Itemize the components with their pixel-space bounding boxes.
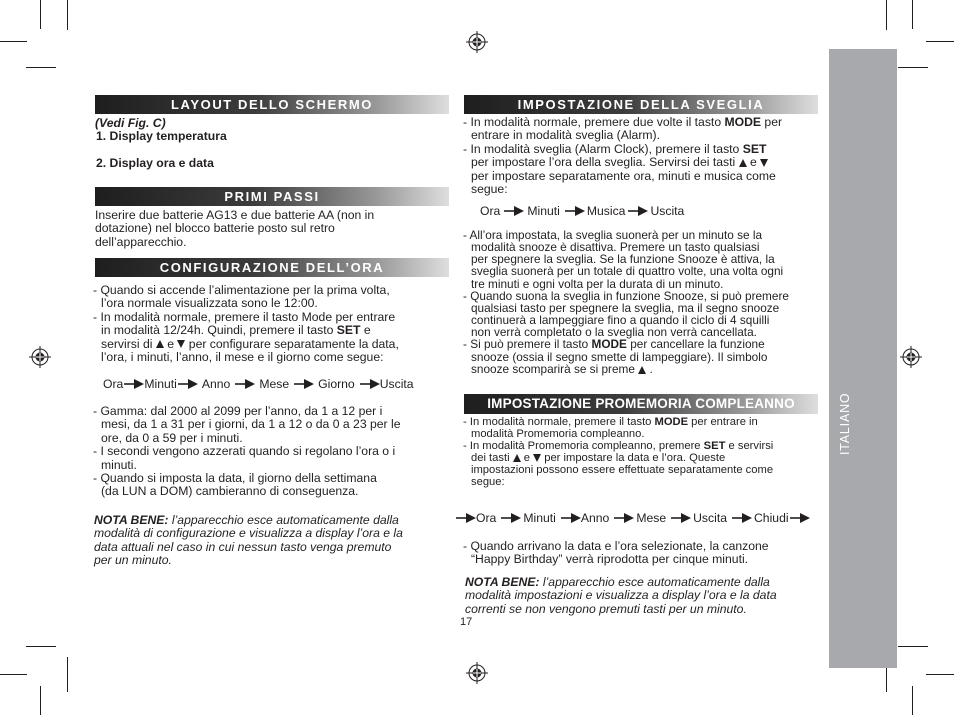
registration-mark-icon — [900, 346, 922, 368]
body-line: entrare in modalità sveglia (Alarm). — [471, 128, 660, 143]
body-line: “Happy Birthday” verrà riprodotta per cinque minuti. — [471, 552, 749, 567]
body-line: - Quando si imposta la data, il giorno della settimana — [93, 471, 377, 486]
registration-mark-icon — [466, 662, 488, 684]
body-line: per impostare separatamente ora, minuti e musica come — [471, 168, 776, 183]
body-line: - Quando suona la sveglia in funzione Snooze, si può premere — [463, 288, 789, 303]
primi-passi-text: Inserire due batterie AG13 e due batterie AA (non in dotazione) nel blocco batterie posto sul retro dell’apparecchio. — [95, 208, 375, 249]
registration-mark-icon — [29, 346, 51, 368]
body-line: - In modalità sveglia (Alarm Clock), premere il tasto SET — [463, 141, 767, 156]
flow-step: Uscita — [379, 377, 414, 391]
body-line: servirsi di e per configurare separatamente la data, — [101, 336, 399, 351]
flow-step: Minuti — [527, 204, 560, 218]
arrow-right-icon — [789, 513, 810, 523]
body-line: modalità impostazioni e visualizza a display l’ora e la data — [465, 588, 777, 603]
config-flow — [103, 377, 414, 391]
crop-mark — [912, 686, 913, 715]
flow-step: Ora — [480, 204, 501, 218]
body-line: modalità snooze è disattiva. Premere un tasto qualsiasi — [471, 240, 760, 255]
body-line: NOTA BENE: l’apparecchio esce automaticamente dalla — [465, 575, 770, 589]
crop-mark — [912, 0, 913, 29]
section-header-promemoria: IMPOSTAZIONE PROMEMORIA COMPLEANNO — [464, 394, 818, 414]
body-line: in modalità 12/24h. Quindi, premere il tasto SET e — [101, 323, 371, 338]
arrow-right-icon — [455, 513, 476, 523]
nota-bene-config — [94, 514, 454, 568]
body-line: - Quando si accende l’alimentazione per la prima volta, — [93, 283, 390, 297]
body-line: data attuali nel caso in cui nessun tasto venga premuto — [94, 539, 392, 554]
down-arrow-icon — [760, 159, 768, 167]
flow-step: Mese — [636, 511, 667, 525]
page-number: 17 — [460, 616, 473, 628]
flow-step: Mese — [259, 377, 290, 391]
arrow-right-icon — [293, 379, 314, 389]
section-header-sveglia: IMPOSTAZIONE DELLA SVEGLIA — [464, 95, 818, 114]
set-key-label: SET — [703, 440, 726, 453]
crop-mark — [898, 67, 928, 68]
mode-key-label: MODE — [654, 416, 689, 428]
body-line: - In modalità normale, premere il tasto MODE per entrare in — [463, 416, 758, 428]
crop-mark — [898, 646, 928, 647]
registration-mark-icon — [466, 31, 488, 53]
body-line: correnti se non vengono premuti tasti per un minuto. — [465, 601, 747, 616]
language-sidebar — [829, 49, 897, 668]
body-line: l’ora normale visualizzata sono le 12:00. — [101, 296, 318, 311]
body-line: modalità Promemoria compleanno. — [471, 428, 645, 441]
up-arrow-icon — [638, 366, 646, 374]
body-line: per impostare l’ora della sveglia. Servirsi dei tasti e — [463, 156, 825, 169]
body-line: sveglia suonerà per un totale di quattro volte, una volta ogni — [471, 264, 784, 279]
crop-mark — [67, 657, 68, 692]
arrow-right-icon — [627, 206, 648, 216]
body-line: ore, da 0 a 59 per i minuti. — [101, 430, 243, 445]
arrow-right-icon — [234, 379, 255, 389]
body-line: - Si può premere il tasto MODE per cancellare la funzione — [463, 337, 765, 352]
flow-step: Musica — [586, 204, 626, 218]
flow-step: Anno — [580, 511, 610, 525]
layout-item: 2. Display ora e data — [96, 156, 214, 171]
up-arrow-icon — [739, 159, 747, 167]
body-line: mesi, da 1 a 31 per i giorni, da 1 a 12 o da 0 a 23 per le — [101, 417, 401, 432]
arrow-right-icon — [123, 379, 144, 389]
body-line: - In modalità normale, premere il tasto Mode per entrare — [93, 309, 396, 324]
promemoria-flow — [455, 511, 810, 525]
set-key-label: SET — [742, 141, 767, 156]
crop-mark — [926, 674, 954, 675]
language-label: ITALIANO — [838, 392, 852, 455]
configurazione-notes — [93, 405, 453, 499]
up-arrow-icon — [156, 340, 164, 348]
arrow-right-icon — [177, 379, 198, 389]
arrow-right-icon — [560, 513, 581, 523]
sveglia-section — [463, 116, 825, 196]
body-line: l’ora, i minuti, l’anno, il mese e il giorno come segue: — [101, 350, 384, 365]
body-line: snooze scomparirà se si preme . — [471, 361, 653, 376]
crop-mark — [0, 674, 27, 675]
nota-bene-label: NOTA BENE: — [94, 513, 169, 527]
mode-key-label: MODE — [724, 115, 762, 129]
sveglia-flow — [480, 204, 684, 218]
arrow-right-icon — [670, 513, 691, 523]
body-line: NOTA BENE: l’apparecchio esce automaticamente dalla — [94, 513, 399, 527]
sveglia-notes — [463, 229, 825, 375]
crop-mark — [26, 67, 56, 68]
body-line: - All’ora impostata, la sveglia suonerà per un minuto se la — [463, 228, 763, 242]
body-line: qualsiasi tasto per spegnere la sveglia, ma il segno snooze — [471, 300, 780, 315]
body-line: non verrà completato o la sveglia non verrà cancellata. — [471, 325, 757, 340]
arrow-right-icon — [359, 379, 380, 389]
body-line: - I secondi vengono azzerati quando si regolano l’ora o i — [93, 444, 396, 459]
body-line: modalità di configurazione e visualizza a display l’ora e la — [94, 526, 403, 541]
body-line: continuerà a lampeggiare fino a quando il ciclo di 4 squilli — [471, 313, 770, 328]
body-line: - Quando arrivano la data e l’ora selezionate, la canzone — [463, 539, 769, 553]
body-line: - In modalità normale, premere due volte il tasto MODE per — [463, 115, 783, 129]
flow-step: Ora — [103, 377, 124, 391]
set-key-label: SET — [336, 323, 361, 338]
layout-section — [95, 117, 449, 171]
section-header-configurazione: CONFIGURAZIONE DELL’ORA — [95, 258, 449, 277]
mode-key-label: MODE — [591, 337, 627, 352]
arrow-right-icon — [564, 206, 585, 216]
body-line: segue: — [471, 476, 505, 489]
crop-mark — [926, 41, 954, 42]
body-line: - In modalità Promemoria compleanno, premere SET e servirsi — [463, 440, 774, 453]
nota-bene-promemoria — [465, 576, 827, 616]
promemoria-section — [463, 416, 825, 489]
flow-step: Minuti — [144, 377, 177, 391]
body-line: (da LUN a DOM) cambieranno di conseguenza. — [101, 484, 359, 499]
up-arrow-icon — [513, 454, 521, 462]
flow-step: Giorno — [318, 377, 355, 391]
arrow-right-icon — [503, 206, 524, 216]
crop-mark — [40, 686, 41, 715]
down-arrow-icon — [533, 454, 541, 462]
flow-step: Anno — [201, 377, 231, 391]
section-header-layout: LAYOUT DELLO SCHERMO — [95, 95, 449, 114]
crop-mark — [26, 646, 56, 647]
arrow-right-icon — [731, 513, 752, 523]
body-line: segue: — [471, 182, 508, 197]
crop-mark — [40, 0, 41, 29]
crop-mark — [0, 41, 27, 42]
crop-mark — [886, 0, 887, 30]
flow-step: Ora — [476, 511, 497, 525]
flow-step: Minuti — [523, 511, 556, 525]
nota-bene-label: NOTA BENE: — [465, 575, 540, 589]
fig-reference: (Vedi Fig. C) — [95, 116, 166, 130]
promemoria-notes — [463, 540, 825, 567]
body-line: minuti. — [101, 457, 137, 472]
configurazione-section — [93, 284, 453, 364]
layout-item: 1. Display temperatura — [96, 129, 227, 144]
body-line: impostazioni possono essere effettuate separatamente come — [471, 464, 774, 477]
body-line: - Gamma: dal 2000 al 2099 per l’anno, da 1 a 12 per i — [93, 404, 383, 418]
section-header-primi-passi: PRIMI PASSI — [95, 187, 449, 206]
body-line: per un minuto. — [94, 553, 172, 568]
body-line: per spegnere la sveglia. Se la funzione Snooze è attiva, la — [471, 252, 775, 267]
arrow-right-icon — [613, 513, 634, 523]
flow-step: Uscita — [650, 204, 685, 218]
body-line: snooze (ossia il segno smette di lampeggiare). Il simbolo — [471, 349, 768, 364]
crop-mark — [67, 0, 68, 30]
flow-step: Chiudi — [754, 511, 789, 525]
body-line: dei tasti e per impostare la data e l’ora. Queste — [471, 452, 726, 465]
body-line: tre minuti e ogni volta per la durata di un minuto. — [471, 276, 724, 291]
flow-step: Uscita — [693, 511, 727, 525]
arrow-right-icon — [500, 513, 521, 523]
